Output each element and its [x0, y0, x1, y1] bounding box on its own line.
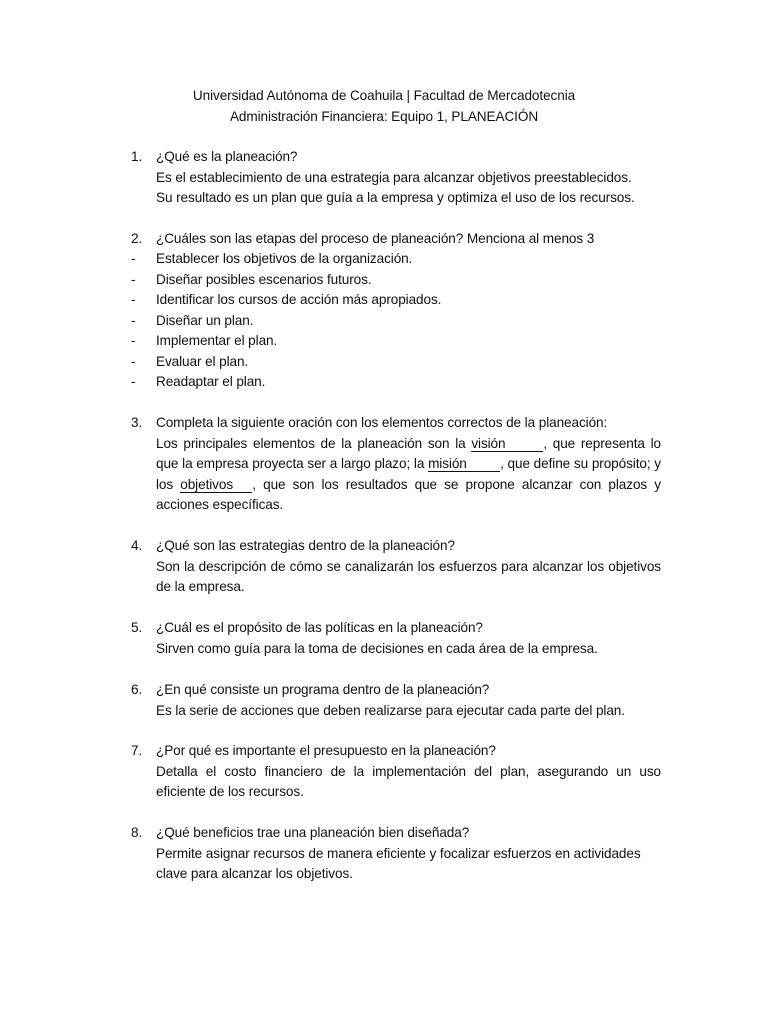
document-header — [0, 86, 768, 127]
question-number: 4. — [131, 538, 143, 553]
question-text: ¿Qué son las estrategias dentro de la planeación? — [156, 538, 455, 553]
answer-text: Son la descripción de cómo se canalizarán los esfuerzos para alcanzar los objetivos de la empresa. — [156, 558, 661, 594]
question-5 — [131, 618, 661, 659]
bullet-dash: - — [131, 333, 136, 348]
blank-mision: misión — [428, 456, 500, 472]
question-number: 5. — [131, 620, 143, 635]
question-number: 3. — [131, 415, 143, 430]
question-4 — [131, 536, 661, 598]
question-text: ¿Cuáles son las etapas del proceso de planeación? Menciona al menos 3 — [156, 231, 595, 246]
question-1 — [131, 147, 661, 209]
question-2 — [131, 229, 661, 250]
list-item: - Implementar el plan. — [131, 331, 661, 352]
question-number: 7. — [131, 743, 143, 758]
bullet-dash: - — [131, 353, 136, 369]
question-7 — [131, 741, 661, 803]
answer-text: Sirven como guía para la toma de decisiones en cada área de la empresa. — [156, 640, 598, 656]
answer-text: Detalla el costo financiero de la implementación del plan, asegurando un uso eficiente de los recursos. — [156, 763, 661, 799]
question-3 — [131, 413, 661, 516]
question-number: 6. — [131, 682, 143, 697]
bullet-dash: - — [131, 312, 136, 328]
header-line-1: Universidad Autónoma de Coahuila | Facultad de Mercadotecnia — [192, 88, 576, 103]
answer-line-1: Es el establecimiento de una estrategia para alcanzar objetivos preestablecidos. — [156, 169, 632, 185]
list-item: - Diseñar un plan. — [131, 311, 661, 332]
answer-line-2: Su resultado es un plan que guía a la empresa y optimiza el uso de los recursos. — [156, 190, 635, 205]
question-text: ¿Qué beneficios trae una planeación bien diseñada? — [156, 825, 470, 840]
question-8 — [131, 823, 661, 885]
fill-in-paragraph: Los principales elementos de la planeación son la visión , que representa lo que la empresa proyecta ser a largo plazo; la misión , que define su propósito; y los objetivos , que son los resultados que se propone alcanzar con plazos y acciones específicas. — [156, 435, 661, 512]
stages-list — [131, 249, 661, 393]
question-text: ¿En qué consiste un programa dentro de la planeación? — [156, 682, 490, 697]
list-item: - Diseñar posibles escenarios futuros. — [131, 270, 661, 291]
question-text: ¿Por qué es importante el presupuesto en la planeación? — [156, 743, 496, 758]
question-text: Completa la siguiente oración con los elementos correctos de la planeación: — [156, 415, 608, 430]
blank-objetivos: objetivos — [180, 477, 252, 493]
answer-text: Permite asignar recursos de manera eficiente y focalizar esfuerzos en actividades clave para alcanzar los objetivos. — [156, 845, 641, 881]
bullet-dash: - — [131, 271, 136, 287]
question-number: 2. — [131, 231, 143, 246]
header-line-2: Administración Financiera: Equipo 1, PLANEACIÓN — [229, 108, 539, 124]
question-number: 8. — [131, 825, 143, 840]
list-item: - Identificar los cursos de acción más apropiados. — [131, 290, 661, 311]
blank-vision: visión — [471, 436, 543, 452]
question-text: ¿Qué es la planeación? — [156, 149, 298, 164]
bullet-dash: - — [131, 374, 136, 389]
question-6 — [131, 680, 661, 721]
bullet-dash: - — [131, 292, 136, 307]
bullet-dash: - — [131, 251, 136, 266]
list-item: - Evaluar el plan. — [131, 352, 661, 373]
answer-text: Es la serie de acciones que deben realizarse para ejecutar cada parte del plan. — [156, 702, 625, 718]
list-item: - Readaptar el plan. — [131, 372, 661, 393]
list-item: - Establecer los objetivos de la organización. — [131, 249, 661, 270]
question-number: 1. — [131, 149, 143, 164]
question-text: ¿Cuál es el propósito de las políticas en la planeación? — [156, 620, 483, 635]
